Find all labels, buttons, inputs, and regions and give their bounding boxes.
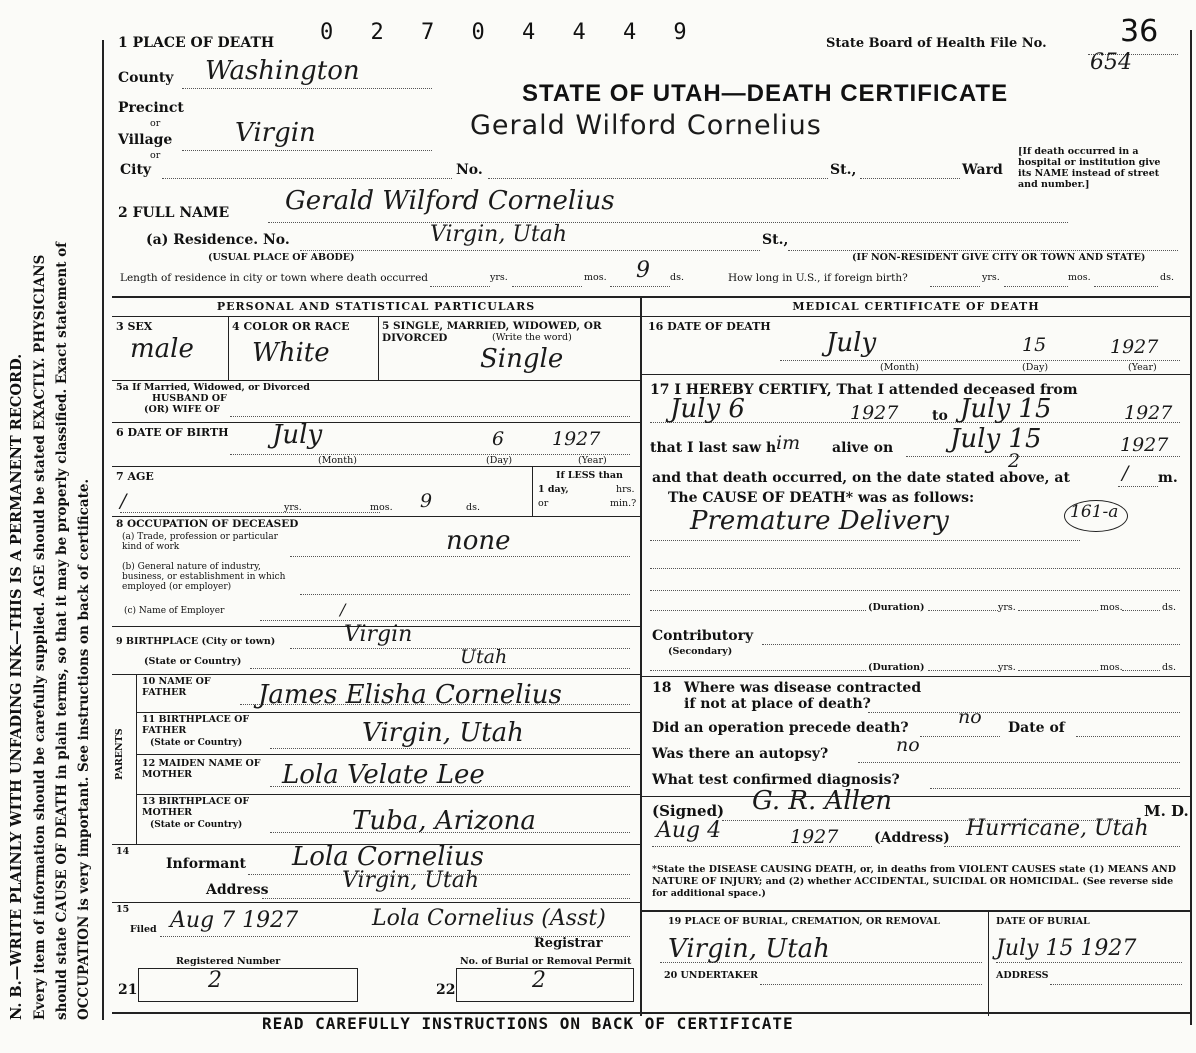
- precinct-label: Precinct: [118, 100, 184, 116]
- birthplace-state: Utah: [460, 646, 508, 668]
- dod-year-caption: (Year): [1128, 362, 1157, 373]
- cause-duration-ds: ds.: [1162, 602, 1176, 613]
- cause-duration-yrs: yrs.: [998, 602, 1016, 613]
- mother-birthplace-label: 13 BIRTHPLACE OF MOTHER: [142, 796, 250, 818]
- cause-value: Premature Delivery: [690, 506, 949, 536]
- autopsy-value: no: [896, 734, 920, 756]
- informant-address-value: Virgin, Utah: [342, 868, 479, 893]
- right-border: [1190, 30, 1192, 1025]
- item-18-number: 18: [652, 680, 672, 696]
- attended-to-label: to: [932, 408, 948, 424]
- attended-from-date: July 6: [670, 394, 745, 424]
- death-occurred-label: and that death occurred, on the date stated above, at: [652, 470, 1070, 486]
- date-of-death-label: 16 DATE OF DEATH: [648, 320, 771, 333]
- burial-permit-value: 2: [532, 968, 546, 993]
- age-label: 7 AGE: [116, 470, 154, 483]
- file-number: 36: [1120, 14, 1159, 49]
- burial-date-label: DATE OF BURIAL: [996, 916, 1090, 927]
- length-of-residence-label: Length of residence in city or town where death occurred: [120, 272, 429, 284]
- street-no-label: No.: [456, 162, 483, 178]
- md-label: M. D.: [1144, 802, 1189, 820]
- age-ds-unit: ds.: [466, 502, 480, 513]
- physician-address: Hurricane, Utah: [966, 816, 1149, 841]
- cause-code: 161-a: [1070, 502, 1119, 522]
- test-label: What test confirmed diagnosis?: [652, 772, 900, 788]
- attended-to-year: 1927: [1124, 402, 1173, 424]
- county-value: Washington: [205, 56, 360, 86]
- father-birthplace-label: 11 BIRTHPLACE OF FATHER: [142, 714, 250, 736]
- contributory-duration-label: (Duration): [868, 662, 925, 673]
- personal-heading: PERSONAL AND STATISTICAL PARTICULARS: [216, 300, 536, 313]
- informant-address-label: Address: [206, 882, 269, 898]
- signed-year: 1927: [790, 826, 839, 848]
- length-mos-unit: mos.: [584, 272, 607, 283]
- informant-value: Lola Cornelius: [292, 842, 484, 872]
- birthplace-label: 9 BIRTHPLACE (City or town): [116, 636, 276, 647]
- occupation-a-caption: (a) Trade, profession or particular kind of work: [122, 532, 278, 552]
- village-label: Village: [118, 132, 173, 148]
- dob-month: July: [272, 420, 323, 450]
- physician-signature: G. R. Allen: [752, 786, 893, 816]
- side-text-line-3: should state CAUSE OF DEATH in plain terms, so that it may be properly classified. Exact statement of: [54, 242, 70, 1020]
- contributory-duration-yrs: yrs.: [998, 662, 1016, 673]
- race-value: White: [252, 338, 330, 368]
- alive-on-label: alive on: [832, 440, 894, 456]
- mother-birth-state-label: (State or Country): [150, 820, 243, 830]
- dob-year-caption: (Year): [578, 455, 607, 466]
- filed-label: Filed: [130, 924, 157, 935]
- father-birthplace-value: Virgin, Utah: [362, 718, 524, 748]
- length-ds-unit: ds.: [670, 272, 684, 283]
- contributory-duration-mos: mos.: [1100, 662, 1123, 673]
- registered-number-label: Registered Number: [176, 956, 281, 967]
- undertaker-address-label: ADDRESS: [996, 970, 1049, 981]
- disease-contracted-label: Where was disease contracted: [684, 680, 922, 696]
- item-22-number: 22: [436, 982, 456, 998]
- contributory-label: Contributory: [652, 628, 754, 644]
- registrar-label: Registrar: [534, 936, 603, 951]
- write-word-note: (Write the word): [492, 332, 572, 343]
- secondary-label: (Secondary): [668, 646, 733, 657]
- signed-date: Aug 4: [656, 818, 722, 843]
- cause-duration-label: (Duration): [868, 602, 925, 613]
- burial-permit-label: No. of Burial or Removal Permit: [460, 956, 632, 967]
- autopsy-label: Was there an autopsy?: [652, 746, 829, 762]
- cause-label: The CAUSE OF DEATH* was as follows:: [668, 490, 975, 506]
- registered-number-box: [138, 968, 358, 1002]
- full-name-value: Gerald Wilford Cornelius: [285, 186, 615, 216]
- sex-value: male: [130, 334, 194, 364]
- occupation-b-caption: (b) General nature of industry, business, or establishment in which employed (or employer): [122, 562, 286, 592]
- marital-label: 5 SINGLE, MARRIED, WIDOWED, OR DIVORCED: [382, 320, 602, 344]
- mother-value: Lola Velate Lee: [282, 760, 485, 790]
- grid-top-line: [112, 296, 1190, 298]
- less-min-unit: min.?: [610, 498, 637, 509]
- operation-date-label: Date of: [1008, 720, 1065, 736]
- or-text-1: or: [150, 118, 161, 129]
- occupation-value: none: [446, 526, 511, 556]
- village-value: Virgin: [235, 118, 316, 148]
- attended-from-year: 1927: [850, 402, 899, 424]
- spouse-label-2: HUSBAND OF: [152, 393, 227, 404]
- age-mos-unit: mos.: [370, 502, 393, 513]
- physician-address-label: (Address): [874, 830, 950, 846]
- dob-label: 6 DATE OF BIRTH: [116, 426, 229, 439]
- length-yrs-unit: yrs.: [490, 272, 508, 283]
- dob-year: 1927: [552, 428, 601, 450]
- name-heading: Gerald Wilford Cornelius: [470, 110, 822, 141]
- city-street-label: St.,: [830, 162, 857, 178]
- one-day-label: 1 day,: [538, 484, 569, 495]
- registered-number-value: 2: [208, 968, 222, 993]
- spouse-label-1: 5a If Married, Widowed, or Divorced: [116, 382, 310, 393]
- dod-day: 15: [1022, 334, 1047, 356]
- spouse-label-3: (OR) WIFE OF: [144, 404, 220, 415]
- contributory-duration-ds: ds.: [1162, 662, 1176, 673]
- birthplace-city: Virgin: [344, 622, 413, 647]
- dod-year: 1927: [1110, 336, 1159, 358]
- county-label: County: [118, 70, 174, 86]
- burial-place-label: 19 PLACE OF BURIAL, CREMATION, OR REMOVAL: [668, 916, 940, 927]
- residence-label: (a) Residence. No.: [146, 232, 290, 248]
- cause-footnote: *State the DISEASE CAUSING DEATH, or, in deaths from VIOLENT CAUSES state (1) MEANS AND NATURE OF INJURY; and (2) whether ACCIDENTAL, SUICIDAL OR HOMICIDAL. (See reverse side for additional space.): [652, 864, 1176, 899]
- us-mos-unit: mos.: [1068, 272, 1091, 283]
- death-occurred-time: 2: [1008, 450, 1021, 472]
- dob-month-caption: (Month): [318, 455, 357, 466]
- residence-value: Virgin, Utah: [430, 222, 567, 247]
- footer-instructions: READ CAREFULLY INSTRUCTIONS ON BACK OF CERTIFICATE: [262, 1014, 794, 1033]
- dod-month-caption: (Month): [880, 362, 919, 373]
- file-number-label: State Board of Health File No.: [826, 36, 1047, 51]
- age-yrs-unit: yrs.: [284, 502, 302, 513]
- burial-date-value: July 15 1927: [996, 936, 1137, 961]
- length-days-value: 9: [636, 258, 650, 283]
- cause-duration-mos: mos.: [1100, 602, 1123, 613]
- dob-day: 6: [492, 428, 505, 450]
- age-years-mark: /: [120, 490, 127, 512]
- us-ds-unit: ds.: [1160, 272, 1174, 283]
- less-than-label: If LESS than: [556, 470, 623, 481]
- certificate-title: STATE OF UTAH—DEATH CERTIFICATE: [522, 80, 1009, 107]
- father-value: James Elisha Cornelius: [258, 680, 562, 710]
- last-saw-date: July 15: [950, 424, 1042, 454]
- burial-place-value: Virgin, Utah: [668, 934, 830, 964]
- father-label: 10 NAME OF FATHER: [142, 676, 211, 698]
- occupation-label: 8 OCCUPATION OF DECEASED: [116, 518, 299, 530]
- side-instructions: [8, 60, 108, 1020]
- signed-label: (Signed): [652, 802, 725, 820]
- filed-date: Aug 7 1927: [170, 908, 299, 933]
- place-of-death-label: 1 PLACE OF DEATH: [118, 35, 275, 51]
- father-birth-state-label: (State or Country): [150, 738, 243, 748]
- residence-street-label: St.,: [762, 232, 789, 248]
- center-divider: [640, 296, 642, 1016]
- parents-label: PARENTS: [114, 728, 125, 780]
- last-saw-pronoun: im: [776, 432, 801, 454]
- less-hrs-unit: hrs.: [616, 484, 635, 495]
- birthplace-state-label: (State or Country): [144, 656, 242, 667]
- informant-label: Informant: [166, 856, 246, 872]
- city-label: City: [120, 162, 152, 178]
- side-text-line-2: Every item of information should be carefully supplied. AGE should be stated EXACTLY. PHYSICIANS: [32, 254, 48, 1020]
- medical-heading: MEDICAL CERTIFICATE OF DEATH: [792, 300, 1040, 313]
- age-days-value: 9: [420, 490, 433, 512]
- dob-day-caption: (Day): [486, 455, 513, 466]
- death-certificate: N. B.—WRITE PLAINLY WITH UNFADING INK—THIS IS A PERMANENT RECORD. Every item of information should be carefully supplied. AGE should be stated EXACTLY. PHYSICIANS should state CAUSE OF DEATH in plain terms, so that it may be properly classified. Exact statement of OCCUPATION is very important. See instructions on back of certificate. 1 PLACE OF DEATH 0 2 7 0 4 4 4 9 State Board of Health File No. 36 654 STATE OF UTAH—DEATH CERTIFICATE Gerald Wilford Cornelius County Washington Precinct or Village Virgin or City No. St., Ward [If death occurred in a hospital or institution give its NAME instead of street and number.] 2 FULL NAME Gerald Wilford Cornelius (a) Residence. No. Virgin, Utah St., (USUAL PLACE OF ABODE) (IF NON-RESIDENT GIVE CITY OR TOWN AND STATE) Length of residence in city or town where death occurred yrs. mos. 9 ds. How long in U.S., if foreign birth? yrs. mos. ds. PERSONAL AND STATISTICAL PARTICULARS 3 SEX male 4 COLOR OR RACE White 5 SINGLE, MARRIED, WIDOWED, OR DIVORCED (Write the word) Single 5a If Married, Widowed, or Divorced HUSBAND OF (OR) WIFE OF 6 DATE OF BIRTH July 6 1927 (Month) (Day) (Year) 7 AGE / yrs. mos. 9 ds. If LESS than 1 day, hrs. or min.? 8 OCCUPATION OF DECEASED (a) Trade, profession or particular kind of work none (b) General nature of industry, business, or establishment in which employed (or employer) (c) Name of Employer / 9 BIRTHPLACE (City or town) Virgin (State or Country) Utah PARENTS 10 NAME OF FATHER James Elisha Cornelius 11 BIRTHPLACE OF FATHER (State or Country) Virgin, Utah 12 MAIDEN NAME OF MOTHER Lola Velate Lee 13 BIRTHPLACE OF MOTHER (State or Country) Tuba, Arizona 14 Informant Lola Cornelius Address Virgin, Utah 15 Filed Aug 7 1927 Lola Cornelius (Asst) Registrar Registered Number No. of Burial or Removal Permit 21 2 22 2 MEDICAL CERTIFICATE OF DEATH 16 DATE OF DEATH July 15 1927 (Month) (Day) (Year) 17 I HEREBY CERTIFY, That I attended deceased from July 6 1927 to July 15 1927 that I last saw h im alive on July 15 1927 and that death occurred, on the date stated above, at 2 / m. The CAUSE OF DEATH* was as follows: Premature Delivery 161-a (Duration) yrs. mos. ds. Contributory (Secondary) (Duration) yrs. mos. ds. 18 Where was disease contracted if not at place of death? Did an operation precede death? no Date of Was there an autopsy? no What test confirmed diagnosis? (Signed) G. R. Allen M. D. Aug 4 1927 (Address) Hurricane, Utah *State the DISEASE CAUSING DEATH, or, in deaths from VIOLENT CAUSES state (1) MEANS AND NATURE OF INJURY; and (2) whether ACCIDENTAL, SUICIDAL OR HOMICIDAL. (See reverse side for additional space.) 19 PLACE OF BURIAL, CREMATION, OR REMOVAL Virgin, Utah DATE OF BURIAL July 15 1927 20 UNDERTAKER ADDRESS READ CAREFULLY INSTRUCTIONS ON BACK OF CERTIFICATE: [0, 0, 1196, 1053]
- dod-month: July: [826, 328, 877, 358]
- file-number-2: 654: [1090, 50, 1132, 75]
- last-saw-year: 1927: [1120, 434, 1169, 456]
- side-text-line-4: OCCUPATION is very important. See instructions on back of certificate.: [76, 478, 92, 1020]
- side-text-line-1: N. B.—WRITE PLAINLY WITH UNFADING INK—THIS IS A PERMANENT RECORD.: [8, 353, 25, 1020]
- race-label: 4 COLOR OR RACE: [232, 320, 350, 333]
- certify-label: 17 I HEREBY CERTIFY, That I attended deceased from: [650, 382, 1078, 398]
- serial-number: 0 2 7 0 4 4 4 9: [320, 20, 699, 45]
- us-duration-label: How long in U.S., if foreign birth?: [728, 272, 908, 284]
- am-pm-label: m.: [1158, 470, 1178, 486]
- us-yrs-unit: yrs.: [982, 272, 1000, 283]
- item-21-number: 21: [118, 982, 138, 998]
- attended-to-date: July 15: [960, 394, 1052, 424]
- item-15-number: 15: [116, 904, 130, 915]
- nonresident-note: (IF NON-RESIDENT GIVE CITY OR TOWN AND STATE): [852, 252, 1146, 263]
- ward-label: Ward: [962, 162, 1003, 178]
- operation-value: no: [958, 706, 982, 728]
- disease-contracted-label-2: if not at place of death?: [684, 696, 871, 712]
- left-border: [102, 40, 104, 1020]
- registrar-signature: Lola Cornelius (Asst): [372, 906, 606, 931]
- item-14-number: 14: [116, 846, 130, 857]
- mother-label: 12 MAIDEN NAME OF MOTHER: [142, 758, 261, 780]
- less-or-text: or: [538, 498, 549, 509]
- dod-day-caption: (Day): [1022, 362, 1049, 373]
- operation-label: Did an operation precede death?: [652, 720, 909, 736]
- full-name-label: 2 FULL NAME: [118, 205, 230, 221]
- last-saw-label: that I last saw h: [650, 440, 777, 456]
- marital-value: Single: [480, 344, 564, 374]
- mother-birthplace-value: Tuba, Arizona: [352, 806, 536, 836]
- hospital-note: [If death occurred in a hospital or institution give its NAME instead of street and number.]: [1018, 146, 1161, 190]
- usual-place-note: (USUAL PLACE OF ABODE): [208, 252, 355, 263]
- undertaker-label: 20 UNDERTAKER: [664, 970, 759, 981]
- or-text-2: or: [150, 150, 161, 161]
- sex-label: 3 SEX: [116, 320, 153, 333]
- employer-label: (c) Name of Employer: [124, 606, 225, 616]
